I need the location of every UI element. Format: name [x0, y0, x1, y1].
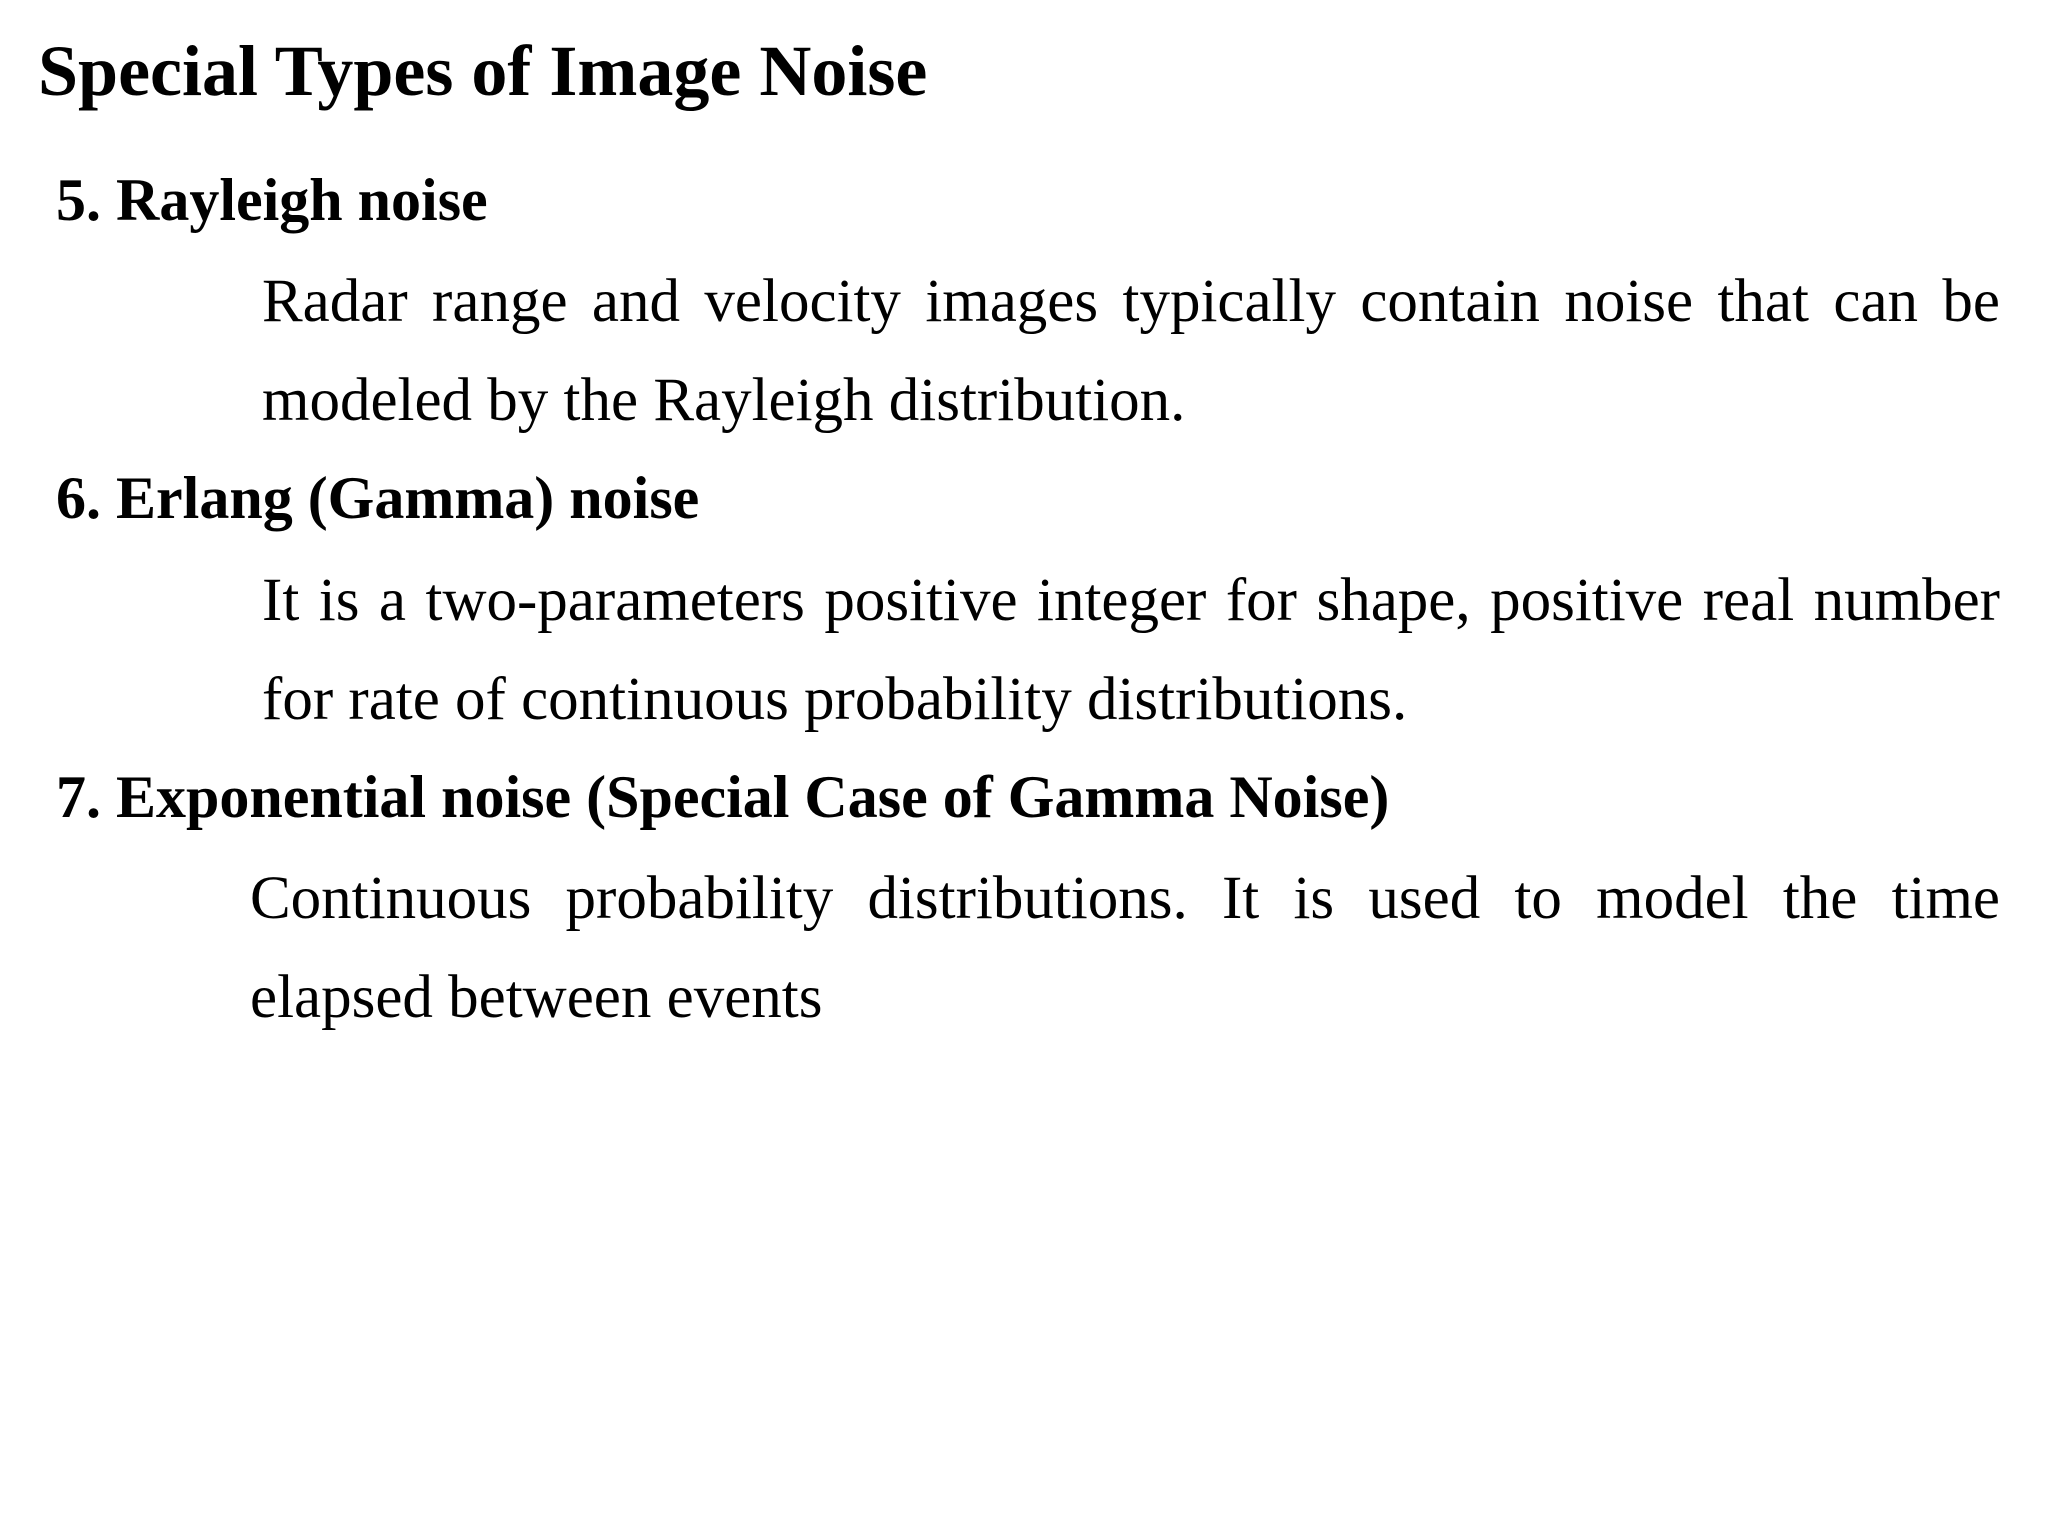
section-heading-rayleigh: 5. Rayleigh noise: [56, 167, 488, 233]
section-body-rayleigh: Radar range and velocity images typically contain noise that can be modeled by the Rayleigh distribution.: [262, 268, 2000, 434]
slide-title: Special Types of Image Noise: [38, 31, 928, 111]
section-body-erlang: It is a two-parameters positive integer for shape, positive real number for rate of continuous probability distributions.: [262, 567, 2000, 733]
section-body-exponential: Continuous probability distributions. It is used to model the time elapsed between events: [250, 865, 2000, 1031]
section-heading-exponential: 7. Exponential noise (Special Case of Gamma Noise): [56, 764, 1390, 830]
section-heading-erlang: 6. Erlang (Gamma) noise: [56, 465, 700, 531]
